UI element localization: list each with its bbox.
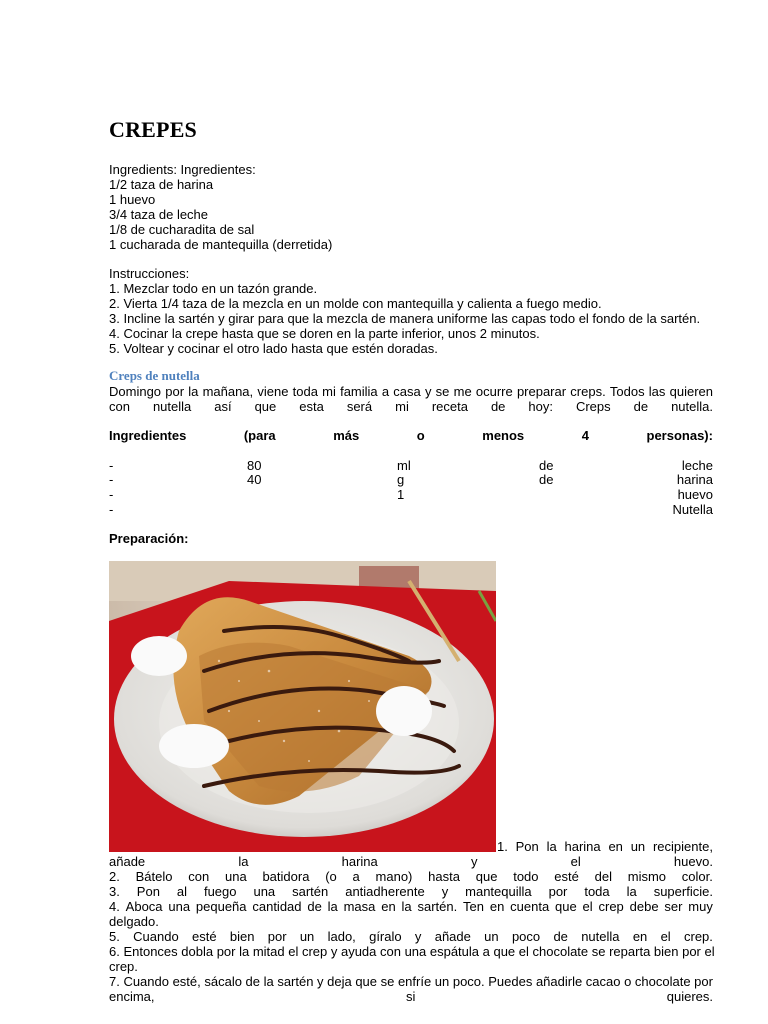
word: toda (584, 884, 610, 899)
word: preparar (516, 384, 567, 399)
word: cantidad (252, 899, 302, 914)
word: que (555, 899, 577, 914)
step-3-line (109, 884, 713, 899)
ingredient-line: 3/4 taza de leche (109, 207, 209, 222)
step-4-line-b: delgado. (109, 914, 159, 929)
word: encima, (109, 989, 155, 1004)
word: harina (564, 839, 601, 854)
step-7-line-a (109, 974, 713, 989)
item: huevo (677, 487, 713, 502)
instruction-line: 4. Cocinar la crepe hasta que se doren en la parte inferior, unos 2 minutos. (109, 326, 540, 341)
word: las (648, 384, 666, 399)
word: una (253, 884, 276, 899)
word: que (475, 869, 498, 884)
step-1-line-a (497, 839, 713, 854)
word: el (570, 854, 581, 869)
instructions-header: Instrucciones: (109, 266, 190, 281)
word: esta (299, 399, 324, 414)
item: leche (681, 458, 713, 473)
word: por (694, 974, 713, 989)
word: quieren (669, 384, 713, 399)
word: casa (393, 384, 421, 399)
unit (397, 502, 539, 517)
ingredients-header: Ingredients: Ingredientes: (109, 162, 256, 177)
word: la (546, 839, 557, 854)
ingredients-2-header (109, 428, 713, 443)
instruction-line: 5. Voltear y cocinar el otro lado hasta que estén doradas. (109, 341, 438, 356)
ingredient-row (109, 458, 713, 473)
word: menos (482, 428, 525, 443)
word: ser (664, 899, 683, 914)
word: una (224, 869, 247, 884)
step-6-line-a: 6. Entonces dobla por la mitad el crep y ayuda con una espátula a que el chocolate se reparta bien por el (109, 944, 715, 959)
word: se (435, 384, 450, 399)
word: al (176, 884, 188, 899)
preposition (539, 502, 651, 517)
word: la (238, 854, 249, 869)
word: 7. (109, 974, 120, 989)
ingredient-row (109, 472, 713, 487)
word: en (489, 899, 505, 914)
word: 3. (109, 884, 120, 899)
word: Cuando (123, 974, 169, 989)
word: 5. (109, 929, 120, 944)
word: el (660, 929, 671, 944)
word: (o (325, 869, 337, 884)
word: deja (327, 974, 352, 989)
word: el (582, 899, 593, 914)
word: más (333, 428, 360, 443)
word: así (214, 399, 232, 414)
dash: - (109, 502, 114, 517)
word: hasta (428, 869, 460, 884)
word: nutella. (671, 399, 713, 414)
word: lado, (327, 929, 356, 944)
quantity: 80 (247, 458, 262, 473)
preposition (539, 487, 651, 502)
unit: g (397, 472, 405, 487)
crepe-photo-illustration (109, 561, 496, 852)
word: receta (431, 399, 468, 414)
word: la (401, 899, 412, 914)
word: pequeña (195, 899, 247, 914)
step-2-line (109, 869, 713, 884)
ingredient-line: 1 cucharada de mantequilla (derretida) (109, 237, 333, 252)
quantity (247, 487, 397, 502)
word: (para (243, 428, 276, 443)
word: poco (511, 929, 541, 944)
word: batidora (262, 869, 310, 884)
word: todo (513, 869, 539, 884)
word: Domingo (109, 384, 162, 399)
word: 4. (109, 899, 120, 914)
word: que (355, 974, 378, 989)
word: en (381, 899, 396, 914)
word: Ingredientes (109, 428, 187, 443)
instruction-line: 1. Mezclar todo en un tazón grande. (109, 281, 318, 296)
word: quieres. (666, 989, 713, 1004)
crepe-photo (109, 561, 496, 852)
quantity (247, 502, 397, 517)
ingredient-line: 1/2 taza de harina (109, 177, 214, 192)
word: de (245, 974, 260, 989)
word: Cuando (133, 929, 179, 944)
word: enfríe (397, 974, 432, 989)
word: de (307, 899, 322, 914)
word: por (267, 929, 287, 944)
instruction-line: 2. Vierta 1/4 taza de la mezcla en un molde con mantequilla y calienta a fuego medio. (109, 296, 602, 311)
word: que (254, 399, 277, 414)
word: con (109, 399, 130, 414)
word: por (548, 884, 568, 899)
word: poco. (452, 974, 485, 989)
word: sácalo (204, 974, 242, 989)
word: Pon (136, 884, 160, 899)
step-5-line (109, 929, 713, 944)
word: crep. (684, 929, 713, 944)
word: un (299, 929, 315, 944)
item: Nutella (672, 502, 713, 517)
step-1-line-b (109, 854, 713, 869)
word: masa (343, 899, 376, 914)
word: una (168, 899, 191, 914)
word: Bátelo (135, 869, 173, 884)
word: mi (395, 399, 409, 414)
dash: - (109, 472, 114, 487)
word: la (626, 884, 637, 899)
word: añadirle (535, 974, 583, 989)
step-6-line-b: crep. (109, 959, 138, 974)
word: Puedes (488, 974, 533, 989)
word: esté (554, 869, 579, 884)
word: mismo (627, 869, 667, 884)
word: por (165, 384, 185, 399)
ingredient-row (109, 502, 713, 517)
word: toda (292, 384, 318, 399)
word: Aboca (125, 899, 163, 914)
word: nutella (581, 929, 620, 944)
word: hoy: (528, 399, 553, 414)
word: de (633, 399, 649, 414)
word: la (188, 384, 199, 399)
word: o (416, 428, 425, 443)
section-subtitle: Creps de nutella (109, 368, 200, 383)
item: harina (676, 472, 713, 487)
word: Todos (609, 384, 645, 399)
word: 1. (497, 839, 508, 854)
word: a (381, 384, 390, 399)
ingredient-row (109, 487, 713, 502)
word: nutella (152, 399, 192, 414)
unit: ml (397, 458, 411, 473)
word: familia (340, 384, 378, 399)
word: un (434, 974, 450, 989)
preposition: de (539, 458, 554, 473)
word: y (414, 929, 422, 944)
word: antiadherente (345, 884, 425, 899)
word: mañana, (202, 384, 254, 399)
ingredient-line: 1/8 de cucharadita de sal (109, 222, 255, 237)
dash: - (109, 487, 114, 502)
word: personas): (646, 428, 713, 443)
word: la (263, 974, 274, 989)
instruction-line: 3. Incline la sartén y girar para que la mezcla de manera uniforme las capas todo el fondo de la sartén. (109, 311, 701, 326)
page-title: CREPES (109, 117, 197, 142)
word: 2. (109, 869, 120, 884)
word: 4 (581, 428, 589, 443)
word: y (441, 884, 449, 899)
word: Creps (575, 399, 611, 414)
word: será (346, 399, 373, 414)
word: cuenta (510, 899, 550, 914)
word: se (380, 974, 395, 989)
word: viene (257, 384, 289, 399)
word: mantequilla (465, 884, 532, 899)
word: chocolate (634, 974, 691, 989)
word: añade (434, 929, 471, 944)
word: la (327, 899, 338, 914)
word: cacao (585, 974, 621, 989)
intro-line-2 (109, 399, 713, 414)
word: mi (322, 384, 336, 399)
word: me (453, 384, 472, 399)
word: recipiente, (652, 839, 713, 854)
word: en (608, 839, 623, 854)
word: bien (229, 929, 255, 944)
word: Ten (463, 899, 485, 914)
word: si (405, 989, 416, 1004)
step-4-line-a (109, 899, 713, 914)
word: color. (681, 869, 713, 884)
ingredient-line: 1 huevo (109, 192, 156, 207)
preposition: de (539, 472, 554, 487)
word: un (630, 839, 646, 854)
word: a (352, 869, 360, 884)
step-7-line-b (109, 989, 713, 1004)
word: del (594, 869, 612, 884)
word: ocurre (475, 384, 513, 399)
word: Pon (515, 839, 539, 854)
word: con (188, 869, 210, 884)
word: de (553, 929, 568, 944)
word: crep (598, 899, 624, 914)
word: huevo. (673, 854, 713, 869)
word: añade (109, 854, 146, 869)
word: y (317, 974, 324, 989)
word: y (424, 384, 432, 399)
word: harina (341, 854, 378, 869)
word: creps. (570, 384, 606, 399)
quantity: 40 (247, 472, 262, 487)
word: sartén (277, 974, 314, 989)
word: sartén. (417, 899, 458, 914)
unit: 1 (397, 487, 405, 502)
word: sartén (292, 884, 329, 899)
word: esté (191, 929, 217, 944)
dash: - (109, 458, 114, 473)
word: un (484, 929, 499, 944)
intro-line-1 (109, 384, 713, 399)
word: fuego (203, 884, 237, 899)
word: gíralo (369, 929, 402, 944)
word: o (624, 974, 632, 989)
word: debe (629, 899, 659, 914)
preparation-header: Preparación: (109, 531, 189, 546)
word: mano) (375, 869, 413, 884)
word: de (490, 399, 506, 414)
step-1-line-a-wrap (497, 839, 713, 854)
word: superficie. (653, 884, 713, 899)
word: muy (688, 899, 713, 914)
word: esté, (172, 974, 201, 989)
word: y (470, 854, 478, 869)
word: en (632, 929, 648, 944)
